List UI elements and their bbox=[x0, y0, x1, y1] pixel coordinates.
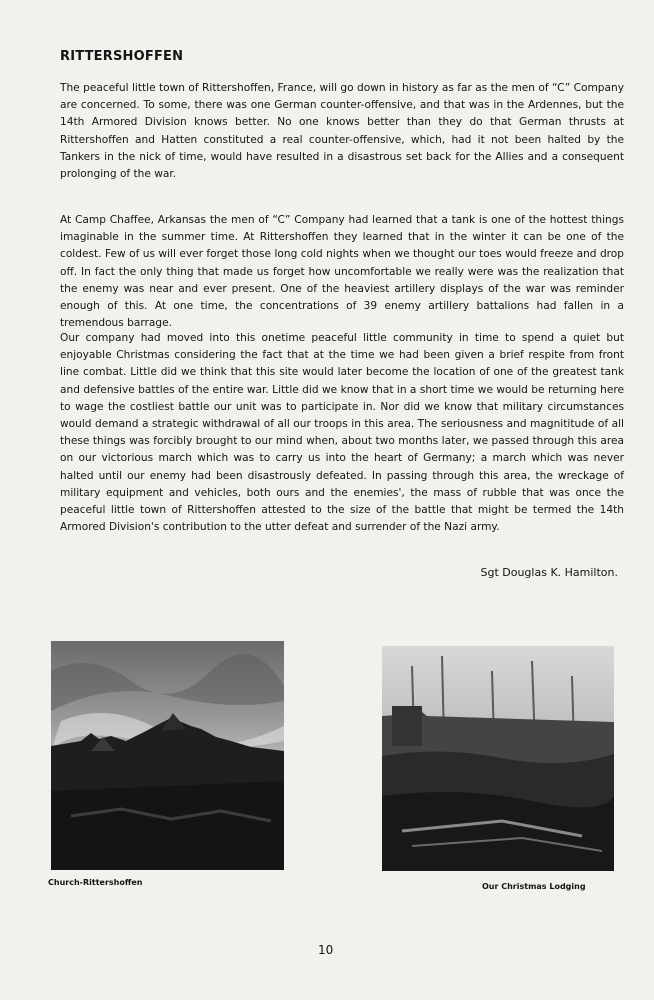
page-title: RITTERSHOFFEN bbox=[60, 49, 184, 64]
paragraph-2: At Camp Chaffee, Arkansas the men of “C” Company had learned that a tank is one of the hottest things imaginable in the summer time. At Rittershoffen they learned that in the winter it can be one of the coldest. Few of us will ever forget those long cold nights when we thought our toes would freeze and drop off. In fact the only thing that made us forget how uncomfortable we really were was the realization that the enemy was near and ever present. One of the heaviest artillery displays of the war was reminder enough of this. At one time, the concentrations of 39 enemy artillery battalions had fallen in a tremendous barrage. bbox=[60, 214, 624, 330]
photo-caption-church: Church-Rittershoffen bbox=[48, 878, 143, 887]
paragraph-1: The peaceful little town of Rittershoffen, France, will go down in history as far as the men of “C” Company are concerned. To some, there was one German counter-offensive, and that was in the Ardennes, but the 14th Armored Division knows better. No one knows better than they do that German thrusts at Rittershoffen and Hatten constituted a real counter-offensive, which, had it not been halted by the Tankers in the nick of time, would have resulted in a disastrous set back for the Allies and a consequent prolonging of the war. bbox=[60, 82, 624, 181]
paragraph-3: Our company had moved into this onetime peaceful little community in time to spend a quiet but enjoyable Christmas considering the fact that at the time we had been given a brief respite from front line combat. Little did we think that this site would later become the location of one of the greatest tank and defensive battles of the entire war. Little did we know that in a short time we would be returning here to wage the costliest battle our unit was to participate in. Nor did we know that military circumstances would demand a strategic withdrawal of all our troops in this area. The seriousness and magnititude of all these things was forcibly brought to our mind when, about two months later, we passed through this area on our victorious march which was to carry us into the heart of Germany; a march which was never halted until our enemy had been disastrously defeated. In passing through this area, the wreckage of military equipment and vehicles, both ours and the enemies', the mass of rubble that was once the peaceful little town of Rittershoffen attested to the size of the battle that might be termed the 14th Armored Division's contribution to the utter defeat and surrender of the Nazi army. bbox=[60, 332, 624, 534]
church-ruins-photo bbox=[51, 641, 284, 870]
page-number: 10 bbox=[318, 943, 334, 957]
christmas-lodging-image bbox=[382, 646, 614, 871]
author-signature: Sgt Douglas K. Hamilton. bbox=[480, 566, 618, 579]
christmas-lodging-photo bbox=[382, 646, 614, 871]
photo-caption-lodging: Our Christmas Lodging bbox=[482, 882, 586, 891]
church-ruins-image bbox=[51, 641, 284, 870]
